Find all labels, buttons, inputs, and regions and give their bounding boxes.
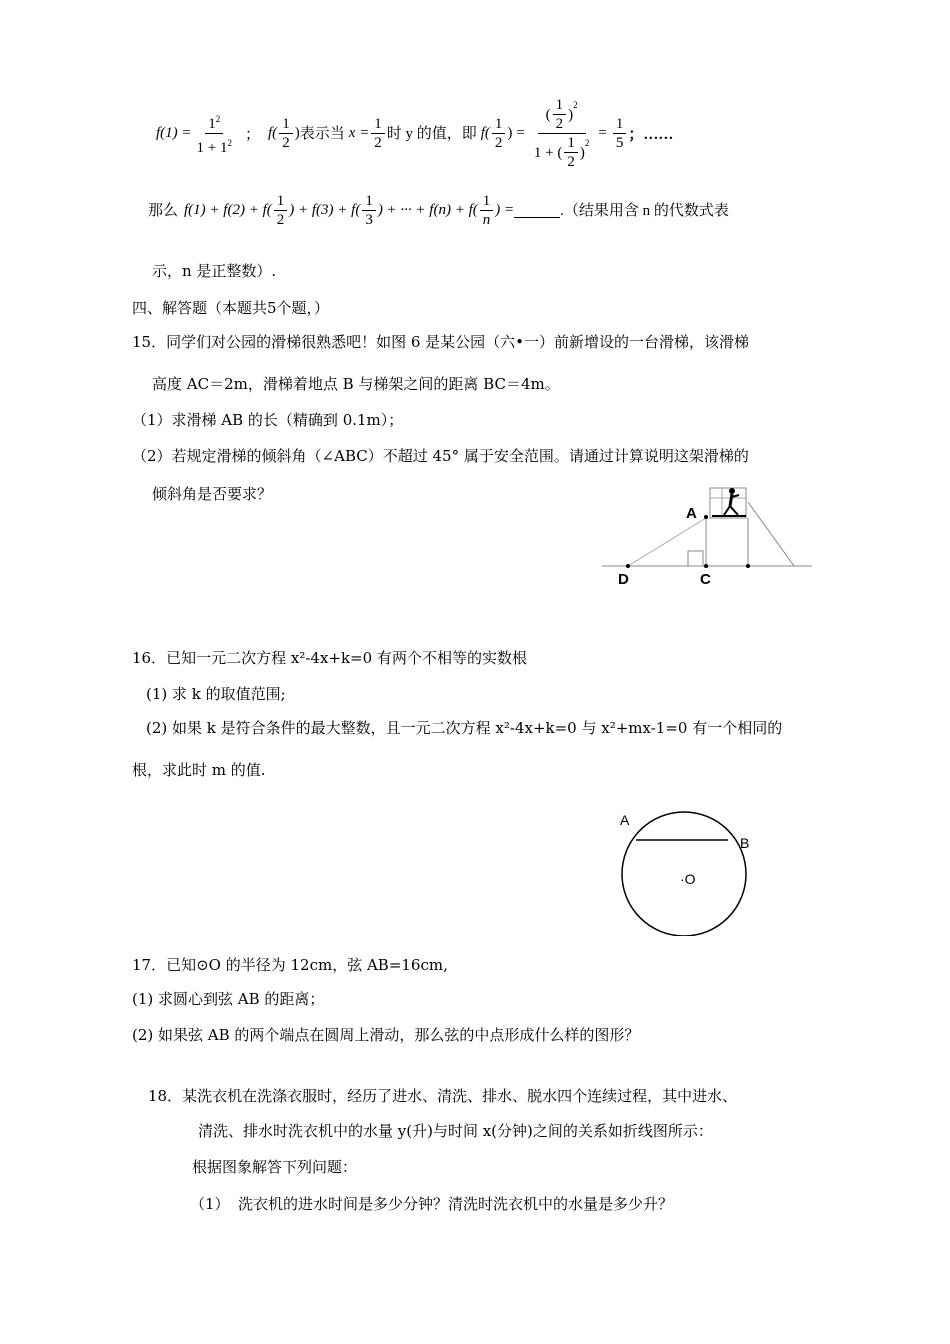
result-frac bbox=[613, 115, 627, 152]
f1-num-exp: 2 bbox=[215, 114, 221, 124]
label-c: C bbox=[700, 571, 711, 588]
big-den-half-num: 1 bbox=[564, 134, 578, 153]
formula-line bbox=[156, 96, 673, 171]
half-num-3: 1 bbox=[492, 115, 506, 134]
sum-line bbox=[148, 192, 729, 229]
f1-den: 1 + 1 bbox=[196, 140, 228, 156]
q15-line2: 高度 AC＝2m，滑梯着地点 B 与梯架之间的距离 BC＝4m。 bbox=[152, 375, 560, 393]
answer-blank[interactable] bbox=[514, 203, 560, 218]
point-right bbox=[746, 564, 750, 568]
q16-part2: (2) 如果 k 是符合条件的最大整数，且一元二次方程 x²-4x+k=0 与 x²+mx-1=0 有一个相同的 bbox=[146, 719, 783, 737]
point-d bbox=[626, 564, 630, 568]
big-num-exp: 2 bbox=[573, 100, 578, 110]
person-icon bbox=[724, 488, 739, 515]
sum-expr-2: ) + f(3) + f( bbox=[289, 202, 361, 218]
big-den-half bbox=[564, 134, 578, 171]
big-num-half-num: 1 bbox=[553, 96, 567, 115]
half-den-2: 2 bbox=[374, 135, 382, 151]
half-num-1: 1 bbox=[279, 115, 293, 134]
eq-2: = bbox=[598, 125, 607, 141]
big-den-prefix: 1 + ( bbox=[533, 144, 563, 161]
sum-third-den: 3 bbox=[365, 212, 373, 228]
half-den-3: 2 bbox=[494, 135, 503, 151]
q16-part2b: 根，求此时 m 的值. bbox=[132, 761, 266, 779]
sum-expr-1: f(1) + f(2) + f( bbox=[184, 202, 272, 218]
sum-expr-3: ) + ··· + f(n) + f( bbox=[377, 202, 478, 218]
q18-part1-num: （1） bbox=[190, 1195, 230, 1213]
q17-line1: 17．已知⊙O 的半径为 12cm，弦 AB=16cm, bbox=[132, 956, 448, 974]
result-num: 1 bbox=[613, 115, 627, 134]
x-eq: x = bbox=[348, 125, 370, 141]
formula-sep: ； bbox=[245, 127, 261, 143]
half-frac-3 bbox=[492, 115, 506, 152]
f1-num: 1 bbox=[208, 116, 216, 132]
sum-prefix: 那么 bbox=[148, 202, 179, 219]
half-frac-2 bbox=[371, 115, 385, 152]
slide-line bbox=[628, 518, 706, 566]
big-frac: ( $\frac{1}{2}$ ) $^2$ 1 + ( $\frac{1}{2}$ ) $^2$ bbox=[533, 97, 590, 170]
f1-den-exp: 2 bbox=[227, 138, 232, 148]
section-heading: 四、解答题（本题共5个题，） bbox=[132, 299, 330, 317]
sum-third-num: 1 bbox=[362, 192, 376, 211]
point-a bbox=[704, 515, 708, 519]
big-num-half bbox=[553, 96, 567, 133]
q17-part2: (2) 如果弦 AB 的两个端点在圆周上滑动，那么弦的中点形成什么样的图形？ bbox=[132, 1026, 640, 1044]
q16-line1: 16．已知一元二次方程 x²-4x+k=0 有两个不相等的实数根 bbox=[132, 649, 527, 667]
q18-line1: 18．某洗衣机在洗涤衣服时，经历了进水、清洗、排水、脱水四个连续过程，其中进水、 bbox=[148, 1087, 738, 1105]
q15-part1: （1）求滑梯 AB 的长（精确到 0.1m）； bbox=[132, 411, 404, 429]
big-num-half-den: 2 bbox=[555, 116, 564, 132]
text-represent: 表示当 bbox=[299, 125, 345, 142]
q15-line1: 15．同学们对公园的滑梯很熟悉吧！如图 6 是某公园（六•一）前新增设的一台滑梯，该滑梯 bbox=[132, 333, 750, 351]
label-circle-o: ·O bbox=[680, 871, 696, 887]
sum-suffix: .（结果用含 n 的代数式表 bbox=[560, 202, 729, 219]
sum-n bbox=[480, 192, 494, 229]
sum-half bbox=[274, 192, 288, 229]
formula-f1-frac bbox=[194, 110, 235, 157]
formula-f1-lhs: f(1) = bbox=[156, 125, 192, 141]
point-c bbox=[704, 564, 708, 568]
q18-line3: 根据图象解答下列问题： bbox=[192, 1158, 358, 1176]
stairs-line bbox=[748, 502, 794, 566]
formula-f1 bbox=[156, 96, 673, 171]
sum-half-num: 1 bbox=[274, 192, 288, 211]
close-paren-2: ) bbox=[507, 125, 513, 141]
half-num-2: 1 bbox=[371, 115, 385, 134]
sum-third bbox=[362, 192, 376, 229]
text-when: 时 y 的值，即 bbox=[386, 125, 477, 142]
big-den-half-den: 2 bbox=[567, 154, 575, 170]
circle-figure bbox=[610, 806, 770, 936]
sum-n-den: n bbox=[482, 212, 491, 228]
q18-line2: 清洗、排水时洗衣机中的水量 y(升)与时间 x(分钟)之间的关系如折线图所示： bbox=[198, 1122, 713, 1140]
half-frac-1 bbox=[279, 115, 293, 152]
q15-part2: （2）若规定滑梯的倾斜角（∠ABC）不超过 45° 属于安全范围。请通过计算说明这架滑梯的 bbox=[132, 447, 749, 465]
q16-part1: (1) 求 k 的取值范围; bbox=[146, 685, 286, 703]
eq-1: = bbox=[516, 125, 525, 141]
big-den-suffix: ) bbox=[579, 144, 585, 161]
q15-part2b: 倾斜角是否要求？ bbox=[152, 485, 273, 503]
label-circle-b: B bbox=[740, 835, 750, 851]
sum-expr-4: ) = bbox=[495, 202, 515, 218]
label-d: D bbox=[618, 571, 629, 588]
label-a: A bbox=[686, 505, 697, 522]
label-circle-a: A bbox=[620, 812, 630, 828]
right-angle-mark bbox=[688, 551, 703, 566]
big-den-exp: 2 bbox=[584, 138, 590, 148]
result-den: 5 bbox=[615, 135, 624, 151]
sum-cont: 示，n 是正整数）. bbox=[152, 262, 277, 280]
q17-part1: (1) 求圆心到弦 AB 的距离； bbox=[132, 990, 325, 1008]
formula-f-half-2: f( bbox=[480, 125, 490, 141]
half-den-1: 2 bbox=[282, 135, 290, 151]
formula-f-half: f( bbox=[268, 125, 278, 141]
close-paren-1: ) bbox=[294, 125, 300, 141]
slide-figure bbox=[596, 482, 816, 592]
sum-n-num: 1 bbox=[480, 192, 494, 211]
q18-part1: 洗衣机的进水时间是多少分钟？清洗时洗衣机中的水量是多少升？ bbox=[238, 1195, 674, 1213]
sum-half-den: 2 bbox=[276, 212, 285, 228]
platform-frame bbox=[710, 488, 746, 518]
ellipsis: ；…… bbox=[628, 127, 674, 143]
